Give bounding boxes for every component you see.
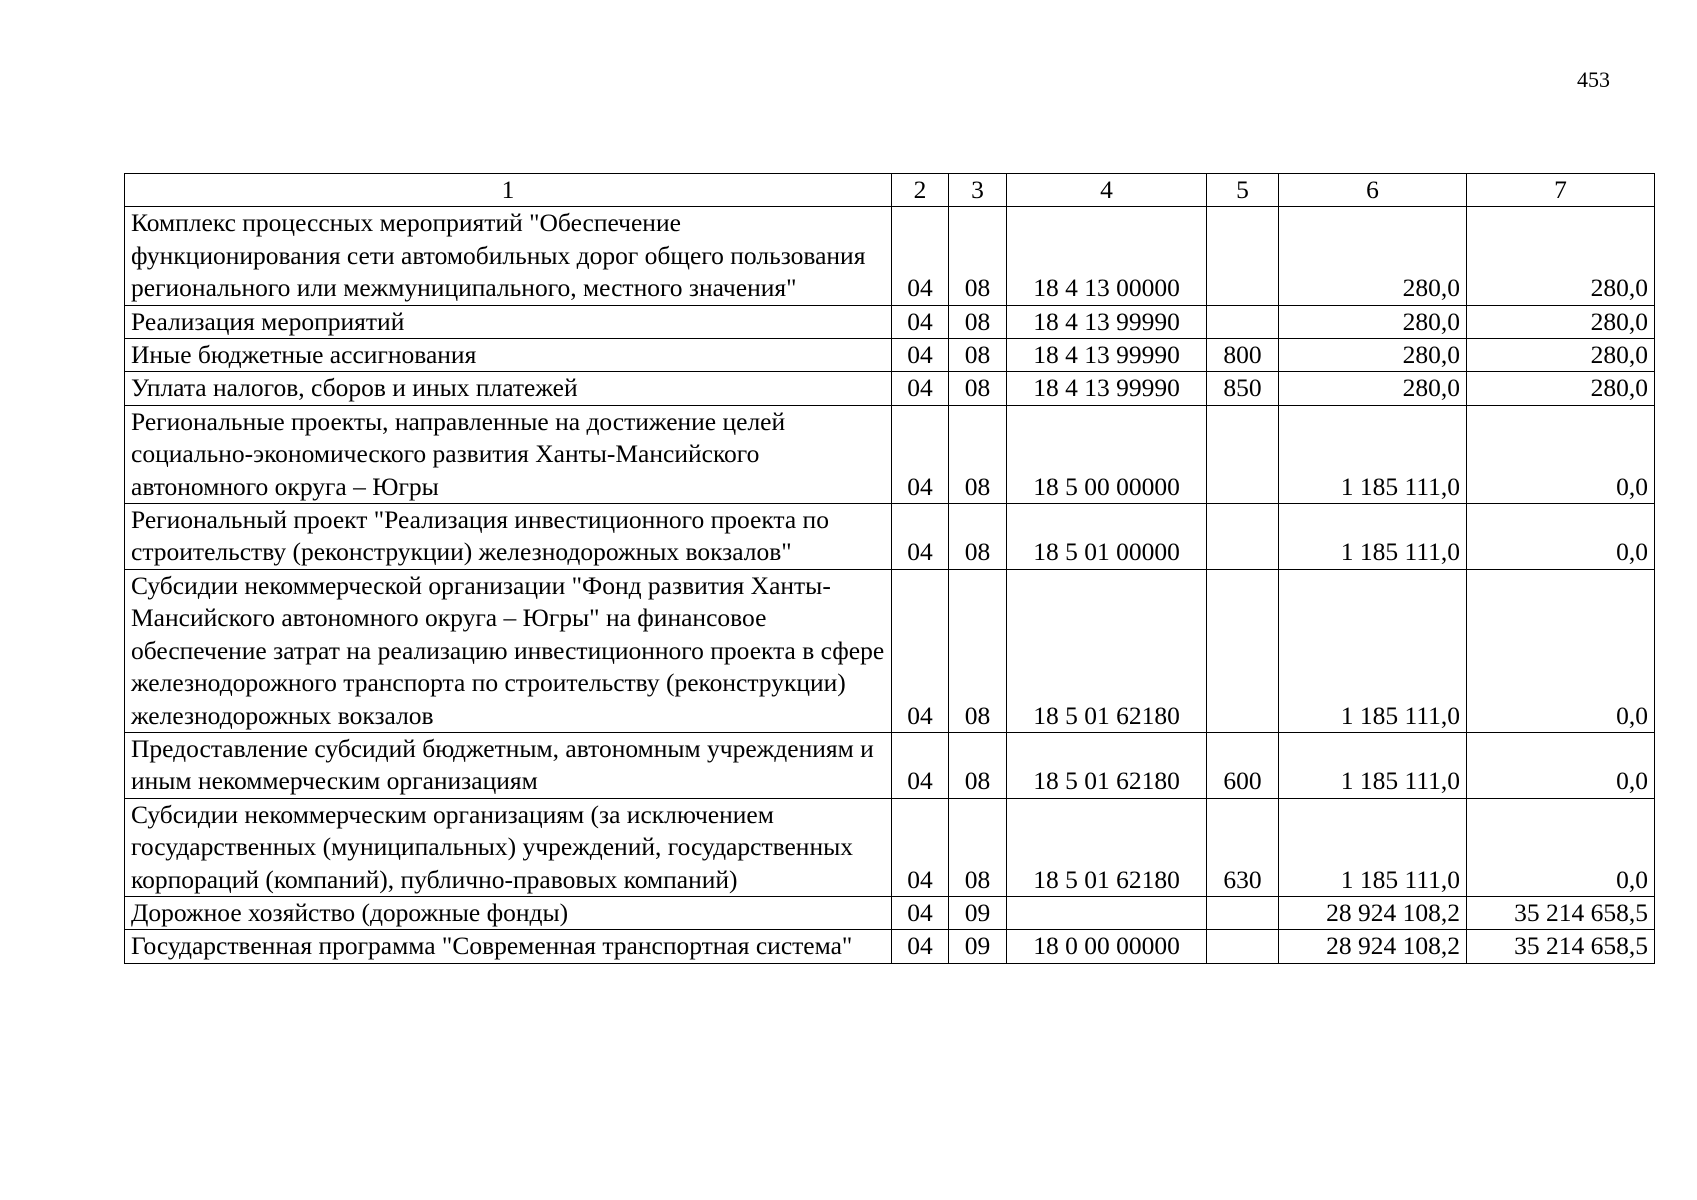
- row-sum-year2: 0,0: [1467, 732, 1655, 798]
- row-expense-type: [1207, 207, 1279, 305]
- table-row: [125, 896, 1655, 929]
- row-sum-year2: 35 214 658,5: [1467, 930, 1655, 963]
- row-name: Иные бюджетные ассигнования: [125, 339, 892, 372]
- table-row: [125, 732, 1655, 798]
- page-number: 453: [1577, 67, 1610, 92]
- row-section: 04: [892, 339, 949, 372]
- row-target-article: 18 5 01 62180: [1007, 732, 1207, 798]
- row-sum-year1: 280,0: [1279, 305, 1467, 338]
- row-subsection: 08: [949, 305, 1007, 338]
- column-header-6: 6: [1279, 174, 1467, 207]
- row-name: Предоставление субсидий бюджетным, автономным учреждениям и иным некоммерческим организациям: [125, 732, 892, 798]
- row-subsection: 08: [949, 504, 1007, 570]
- table-row: [125, 798, 1655, 896]
- column-header-7: 7: [1467, 174, 1655, 207]
- row-sum-year2: 0,0: [1467, 405, 1655, 503]
- row-expense-type: [1207, 305, 1279, 338]
- row-sum-year2: 280,0: [1467, 305, 1655, 338]
- row-expense-type: 800: [1207, 339, 1279, 372]
- row-sum-year1: 1 185 111,0: [1279, 798, 1467, 896]
- row-sum-year2: 0,0: [1467, 569, 1655, 732]
- row-sum-year2: 280,0: [1467, 207, 1655, 305]
- column-header-1: 1: [125, 174, 892, 207]
- row-name: Уплата налогов, сборов и иных платежей: [125, 372, 892, 405]
- table-row: [125, 305, 1655, 338]
- row-section: 04: [892, 504, 949, 570]
- row-expense-type: 850: [1207, 372, 1279, 405]
- row-target-article: 18 5 00 00000: [1007, 405, 1207, 503]
- row-section: 04: [892, 305, 949, 338]
- row-subsection: 09: [949, 896, 1007, 929]
- row-sum-year1: 280,0: [1279, 339, 1467, 372]
- row-name: Региональные проекты, направленные на достижение целей социально-экономического развития Ханты-Мансийского автономного округа – Югры: [125, 405, 892, 503]
- row-subsection: 08: [949, 339, 1007, 372]
- row-sum-year1: 1 185 111,0: [1279, 405, 1467, 503]
- row-sum-year2: 35 214 658,5: [1467, 896, 1655, 929]
- table-row: [125, 372, 1655, 405]
- row-expense-type: [1207, 504, 1279, 570]
- row-sum-year2: 0,0: [1467, 504, 1655, 570]
- column-header-5: 5: [1207, 174, 1279, 207]
- row-subsection: 08: [949, 732, 1007, 798]
- row-sum-year1: 280,0: [1279, 207, 1467, 305]
- row-sum-year1: 1 185 111,0: [1279, 569, 1467, 732]
- row-name: Реализация мероприятий: [125, 305, 892, 338]
- table-row: [125, 930, 1655, 963]
- row-section: 04: [892, 372, 949, 405]
- table-row: [125, 339, 1655, 372]
- row-subsection: 09: [949, 930, 1007, 963]
- row-section: 04: [892, 930, 949, 963]
- table-header-row: [125, 174, 1655, 207]
- row-subsection: 08: [949, 569, 1007, 732]
- row-sum-year2: 280,0: [1467, 339, 1655, 372]
- row-expense-type: [1207, 569, 1279, 732]
- row-expense-type: 600: [1207, 732, 1279, 798]
- row-name: Субсидии некоммерческой организации "Фонд развития Ханты-Мансийского автономного округа – Югры" на финансовое обеспечение затрат на реализацию инвестиционного проекта в сфере железнодорожного транспорта по строительству (реконструкции) железнодорожных вокзалов: [125, 569, 892, 732]
- row-name: Дорожное хозяйство (дорожные фонды): [125, 896, 892, 929]
- row-expense-type: [1207, 896, 1279, 929]
- row-sum-year1: 28 924 108,2: [1279, 896, 1467, 929]
- row-sum-year1: 1 185 111,0: [1279, 504, 1467, 570]
- row-section: 04: [892, 732, 949, 798]
- row-target-article: 18 4 13 00000: [1007, 207, 1207, 305]
- row-expense-type: [1207, 405, 1279, 503]
- row-expense-type: [1207, 930, 1279, 963]
- row-sum-year2: 280,0: [1467, 372, 1655, 405]
- row-subsection: 08: [949, 372, 1007, 405]
- row-expense-type: 630: [1207, 798, 1279, 896]
- row-subsection: 08: [949, 798, 1007, 896]
- row-name: Региональный проект "Реализация инвестиционного проекта по строительству (реконструкции) железнодорожных вокзалов": [125, 504, 892, 570]
- row-section: 04: [892, 896, 949, 929]
- row-sum-year1: 280,0: [1279, 372, 1467, 405]
- table-row: [125, 207, 1655, 305]
- row-target-article: 18 5 01 62180: [1007, 569, 1207, 732]
- row-section: 04: [892, 405, 949, 503]
- table-row: [125, 405, 1655, 503]
- row-name: Государственная программа "Современная транспортная система": [125, 930, 892, 963]
- column-header-4: 4: [1007, 174, 1207, 207]
- row-sum-year1: 1 185 111,0: [1279, 732, 1467, 798]
- column-header-3: 3: [949, 174, 1007, 207]
- row-target-article: 18 5 01 00000: [1007, 504, 1207, 570]
- row-target-article: 18 4 13 99990: [1007, 372, 1207, 405]
- row-sum-year2: 0,0: [1467, 798, 1655, 896]
- row-section: 04: [892, 569, 949, 732]
- row-name: Комплекс процессных мероприятий "Обеспечение функционирования сети автомобильных дорог общего пользования регионального или межмуниципального, местного значения": [125, 207, 892, 305]
- row-section: 04: [892, 798, 949, 896]
- row-name: Субсидии некоммерческим организациям (за исключением государственных (муниципальных) учреждений, государственных корпораций (компаний), публично-правовых компаний): [125, 798, 892, 896]
- column-header-2: 2: [892, 174, 949, 207]
- row-subsection: 08: [949, 207, 1007, 305]
- table-row: [125, 569, 1655, 732]
- row-subsection: 08: [949, 405, 1007, 503]
- row-target-article: 18 4 13 99990: [1007, 305, 1207, 338]
- row-sum-year1: 28 924 108,2: [1279, 930, 1467, 963]
- row-target-article: 18 0 00 00000: [1007, 930, 1207, 963]
- table-row: [125, 504, 1655, 570]
- row-section: 04: [892, 207, 949, 305]
- row-target-article: 18 5 01 62180: [1007, 798, 1207, 896]
- row-target-article: [1007, 896, 1207, 929]
- budget-table: [124, 173, 1655, 964]
- row-target-article: 18 4 13 99990: [1007, 339, 1207, 372]
